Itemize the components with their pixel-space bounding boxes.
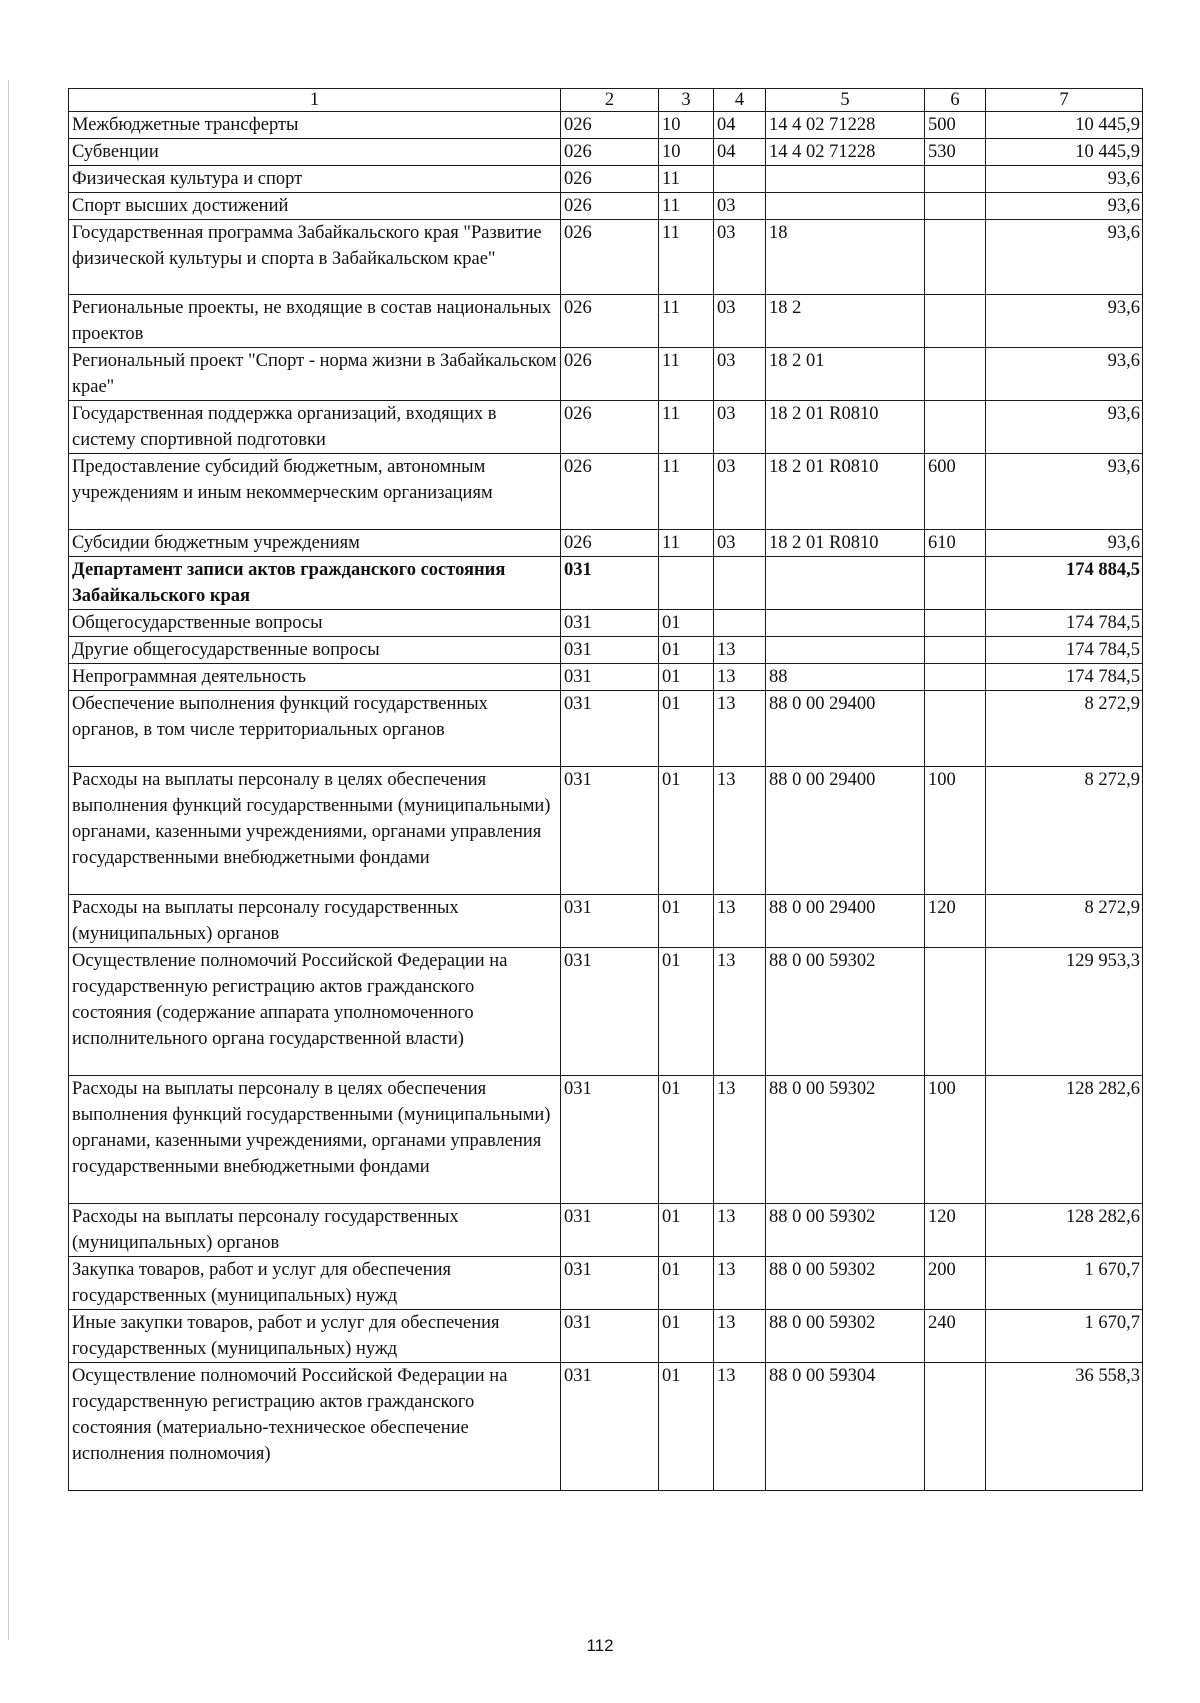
- row-amount: 128 282,6: [986, 1204, 1143, 1257]
- row-code-3: 11: [659, 348, 714, 401]
- row-code-4: 13: [714, 1310, 766, 1363]
- table-row: [69, 166, 1143, 193]
- table-row: [69, 454, 1143, 530]
- row-code-2: 026: [561, 112, 659, 139]
- table-row: [69, 348, 1143, 401]
- row-code-6: [925, 610, 986, 637]
- row-code-2: 026: [561, 220, 659, 295]
- row-code-3: 10: [659, 139, 714, 166]
- row-amount: 1 670,7: [986, 1310, 1143, 1363]
- row-name: Департамент записи актов гражданского состояния Забайкальского края: [69, 557, 561, 610]
- row-code-6: [925, 691, 986, 767]
- row-code-5: 88 0 00 29400: [766, 895, 925, 948]
- row-code-4: 03: [714, 220, 766, 295]
- row-code-6: 530: [925, 139, 986, 166]
- row-code-2: 026: [561, 166, 659, 193]
- row-code-2: 031: [561, 691, 659, 767]
- row-amount: 174 784,5: [986, 610, 1143, 637]
- row-amount: 93,6: [986, 166, 1143, 193]
- page-number: 112: [586, 1636, 614, 1655]
- table-row: [69, 139, 1143, 166]
- row-code-6: 120: [925, 895, 986, 948]
- row-code-4: 03: [714, 401, 766, 454]
- row-name: Субвенции: [69, 139, 561, 166]
- row-code-4: 13: [714, 1363, 766, 1491]
- row-code-2: 031: [561, 1257, 659, 1310]
- row-code-3: 11: [659, 166, 714, 193]
- row-code-2: 031: [561, 1076, 659, 1204]
- row-code-4: 03: [714, 295, 766, 348]
- row-code-3: 01: [659, 610, 714, 637]
- row-code-4: 13: [714, 1204, 766, 1257]
- row-code-5: 14 4 02 71228: [766, 112, 925, 139]
- row-code-3: 10: [659, 112, 714, 139]
- row-code-6: [925, 401, 986, 454]
- row-amount: 93,6: [986, 348, 1143, 401]
- row-code-6: 240: [925, 1310, 986, 1363]
- row-code-4: 03: [714, 348, 766, 401]
- row-name: Осуществление полномочий Российской Федерации на государственную регистрацию актов гражданского состояния (материально-техническое обеспечение исполнения полномочия): [69, 1363, 561, 1491]
- header-col-6: 6: [925, 89, 986, 112]
- row-code-4: [714, 166, 766, 193]
- row-code-6: [925, 637, 986, 664]
- row-name: Расходы на выплаты персоналу в целях обеспечения выполнения функций государственными (муниципальными) органами, казенными учреждениями, органами управления государственными внебюджетными фондами: [69, 1076, 561, 1204]
- row-code-6: [925, 166, 986, 193]
- row-code-5: 18 2 01 R0810: [766, 454, 925, 530]
- row-code-4: 03: [714, 454, 766, 530]
- table-row: [69, 691, 1143, 767]
- row-amount: 129 953,3: [986, 948, 1143, 1076]
- table-row: [69, 557, 1143, 610]
- row-code-4: [714, 610, 766, 637]
- row-name: Государственная программа Забайкальского края "Развитие физической культуры и спорта в Забайкальском крае": [69, 220, 561, 295]
- row-code-6: 610: [925, 530, 986, 557]
- row-code-2: 026: [561, 348, 659, 401]
- row-code-4: 03: [714, 193, 766, 220]
- row-code-6: [925, 557, 986, 610]
- row-code-2: 026: [561, 454, 659, 530]
- row-name: Обеспечение выполнения функций государственных органов, в том числе территориальных органов: [69, 691, 561, 767]
- row-code-3: 11: [659, 530, 714, 557]
- table-row: [69, 220, 1143, 295]
- row-code-3: 11: [659, 454, 714, 530]
- row-code-5: [766, 557, 925, 610]
- header-col-4: 4: [714, 89, 766, 112]
- row-name: Региональные проекты, не входящие в состав национальных проектов: [69, 295, 561, 348]
- row-amount: 174 784,5: [986, 637, 1143, 664]
- row-code-2: 026: [561, 193, 659, 220]
- table-row: [69, 948, 1143, 1076]
- row-code-2: 026: [561, 295, 659, 348]
- row-name: Общегосударственные вопросы: [69, 610, 561, 637]
- row-code-5: 88: [766, 664, 925, 691]
- row-name: Расходы на выплаты персоналу в целях обеспечения выполнения функций государственными (муниципальными) органами, казенными учреждениями, органами управления государственными внебюджетными фондами: [69, 767, 561, 895]
- row-code-2: 031: [561, 1310, 659, 1363]
- row-code-5: 88 0 00 59302: [766, 1257, 925, 1310]
- row-code-6: 500: [925, 112, 986, 139]
- row-amount: 1 670,7: [986, 1257, 1143, 1310]
- row-code-5: [766, 637, 925, 664]
- row-code-2: 031: [561, 767, 659, 895]
- row-code-4: [714, 557, 766, 610]
- header-col-5: 5: [766, 89, 925, 112]
- header-col-7: 7: [986, 89, 1143, 112]
- row-code-3: 01: [659, 1363, 714, 1491]
- row-code-5: 88 0 00 59302: [766, 948, 925, 1076]
- row-code-3: 01: [659, 1257, 714, 1310]
- table-row: [69, 295, 1143, 348]
- row-amount: 93,6: [986, 220, 1143, 295]
- row-code-5: 18 2 01: [766, 348, 925, 401]
- table-row: [69, 1257, 1143, 1310]
- row-code-3: 11: [659, 295, 714, 348]
- row-name: Межбюджетные трансферты: [69, 112, 561, 139]
- table-row: [69, 1204, 1143, 1257]
- row-code-5: 88 0 00 59304: [766, 1363, 925, 1491]
- row-name: Непрограммная деятельность: [69, 664, 561, 691]
- row-code-3: 11: [659, 193, 714, 220]
- row-amount: 93,6: [986, 193, 1143, 220]
- row-name: Субсидии бюджетным учреждениям: [69, 530, 561, 557]
- row-code-5: 88 0 00 59302: [766, 1204, 925, 1257]
- row-code-3: 01: [659, 1204, 714, 1257]
- row-code-6: 120: [925, 1204, 986, 1257]
- row-code-5: 88 0 00 59302: [766, 1310, 925, 1363]
- table-row: [69, 401, 1143, 454]
- table-row: [69, 664, 1143, 691]
- row-code-2: 026: [561, 139, 659, 166]
- row-code-4: 13: [714, 691, 766, 767]
- row-code-3: 01: [659, 1310, 714, 1363]
- row-code-6: [925, 948, 986, 1076]
- row-amount: 36 558,3: [986, 1363, 1143, 1491]
- row-amount: 174 784,5: [986, 664, 1143, 691]
- row-code-3: 11: [659, 220, 714, 295]
- row-code-3: 01: [659, 895, 714, 948]
- row-code-3: 11: [659, 401, 714, 454]
- row-code-4: 04: [714, 139, 766, 166]
- table-row: [69, 112, 1143, 139]
- row-code-5: 88 0 00 29400: [766, 767, 925, 895]
- row-amount: 93,6: [986, 530, 1143, 557]
- row-code-4: 03: [714, 530, 766, 557]
- row-code-2: 031: [561, 948, 659, 1076]
- row-code-6: [925, 220, 986, 295]
- table-row: [69, 1076, 1143, 1204]
- row-name: Расходы на выплаты персоналу государственных (муниципальных) органов: [69, 1204, 561, 1257]
- row-code-5: 88 0 00 59302: [766, 1076, 925, 1204]
- row-code-2: 026: [561, 401, 659, 454]
- table-body: [69, 112, 1143, 1491]
- row-code-6: [925, 664, 986, 691]
- row-code-6: [925, 348, 986, 401]
- table-row: [69, 610, 1143, 637]
- budget-table: [68, 88, 1143, 1491]
- row-code-5: 18 2 01 R0810: [766, 530, 925, 557]
- row-code-2: 031: [561, 610, 659, 637]
- row-code-5: [766, 193, 925, 220]
- table-row: [69, 637, 1143, 664]
- table-row: [69, 895, 1143, 948]
- row-code-5: [766, 166, 925, 193]
- row-code-5: 18: [766, 220, 925, 295]
- row-name: Спорт высших достижений: [69, 193, 561, 220]
- row-code-2: 031: [561, 895, 659, 948]
- table-row: [69, 1363, 1143, 1491]
- row-code-5: [766, 610, 925, 637]
- row-code-2: 031: [561, 1204, 659, 1257]
- row-code-3: 01: [659, 1076, 714, 1204]
- row-amount: 8 272,9: [986, 691, 1143, 767]
- row-amount: 10 445,9: [986, 139, 1143, 166]
- row-name: Региональный проект "Спорт - норма жизни в Забайкальском крае": [69, 348, 561, 401]
- row-code-5: 14 4 02 71228: [766, 139, 925, 166]
- row-code-3: 01: [659, 637, 714, 664]
- row-code-4: 13: [714, 1076, 766, 1204]
- row-amount: 8 272,9: [986, 767, 1143, 895]
- row-code-6: 100: [925, 767, 986, 895]
- row-name: Расходы на выплаты персоналу государственных (муниципальных) органов: [69, 895, 561, 948]
- table-row: [69, 530, 1143, 557]
- row-code-2: 026: [561, 530, 659, 557]
- row-code-6: [925, 295, 986, 348]
- row-amount: 93,6: [986, 454, 1143, 530]
- row-code-4: 13: [714, 948, 766, 1076]
- row-code-2: 031: [561, 637, 659, 664]
- row-code-6: [925, 1363, 986, 1491]
- row-name: Иные закупки товаров, работ и услуг для обеспечения государственных (муниципальных) нужд: [69, 1310, 561, 1363]
- header-col-3: 3: [659, 89, 714, 112]
- row-code-5: 18 2: [766, 295, 925, 348]
- row-name: Закупка товаров, работ и услуг для обеспечения государственных (муниципальных) нужд: [69, 1257, 561, 1310]
- row-amount: 174 884,5: [986, 557, 1143, 610]
- row-amount: 93,6: [986, 401, 1143, 454]
- header-col-2: 2: [561, 89, 659, 112]
- row-amount: 93,6: [986, 295, 1143, 348]
- row-code-2: 031: [561, 557, 659, 610]
- row-code-5: 88 0 00 29400: [766, 691, 925, 767]
- scan-margin-line: [8, 80, 9, 1640]
- row-code-6: 200: [925, 1257, 986, 1310]
- row-name: Другие общегосударственные вопросы: [69, 637, 561, 664]
- row-amount: 128 282,6: [986, 1076, 1143, 1204]
- row-code-6: 100: [925, 1076, 986, 1204]
- row-code-5: 18 2 01 R0810: [766, 401, 925, 454]
- row-code-3: 01: [659, 691, 714, 767]
- row-code-2: 031: [561, 1363, 659, 1491]
- row-code-4: 13: [714, 664, 766, 691]
- table-header-row: [69, 89, 1143, 112]
- row-code-4: 04: [714, 112, 766, 139]
- row-name: Физическая культура и спорт: [69, 166, 561, 193]
- row-code-4: 13: [714, 895, 766, 948]
- table-row: [69, 1310, 1143, 1363]
- row-code-3: [659, 557, 714, 610]
- row-name: Осуществление полномочий Российской Федерации на государственную регистрацию актов гражданского состояния (содержание аппарата уполномоченного исполнительного органа государственной власти): [69, 948, 561, 1076]
- table-row: [69, 767, 1143, 895]
- row-code-6: [925, 193, 986, 220]
- row-code-3: 01: [659, 948, 714, 1076]
- header-col-1: 1: [69, 89, 561, 112]
- row-name: Государственная поддержка организаций, входящих в систему спортивной подготовки: [69, 401, 561, 454]
- row-code-4: 13: [714, 1257, 766, 1310]
- row-name: Предоставление субсидий бюджетным, автономным учреждениям и иным некоммерческим организациям: [69, 454, 561, 530]
- table-row: [69, 193, 1143, 220]
- row-code-3: 01: [659, 767, 714, 895]
- row-amount: 8 272,9: [986, 895, 1143, 948]
- row-code-4: 13: [714, 767, 766, 895]
- row-code-3: 01: [659, 664, 714, 691]
- row-code-2: 031: [561, 664, 659, 691]
- row-amount: 10 445,9: [986, 112, 1143, 139]
- row-code-6: 600: [925, 454, 986, 530]
- row-code-4: 13: [714, 637, 766, 664]
